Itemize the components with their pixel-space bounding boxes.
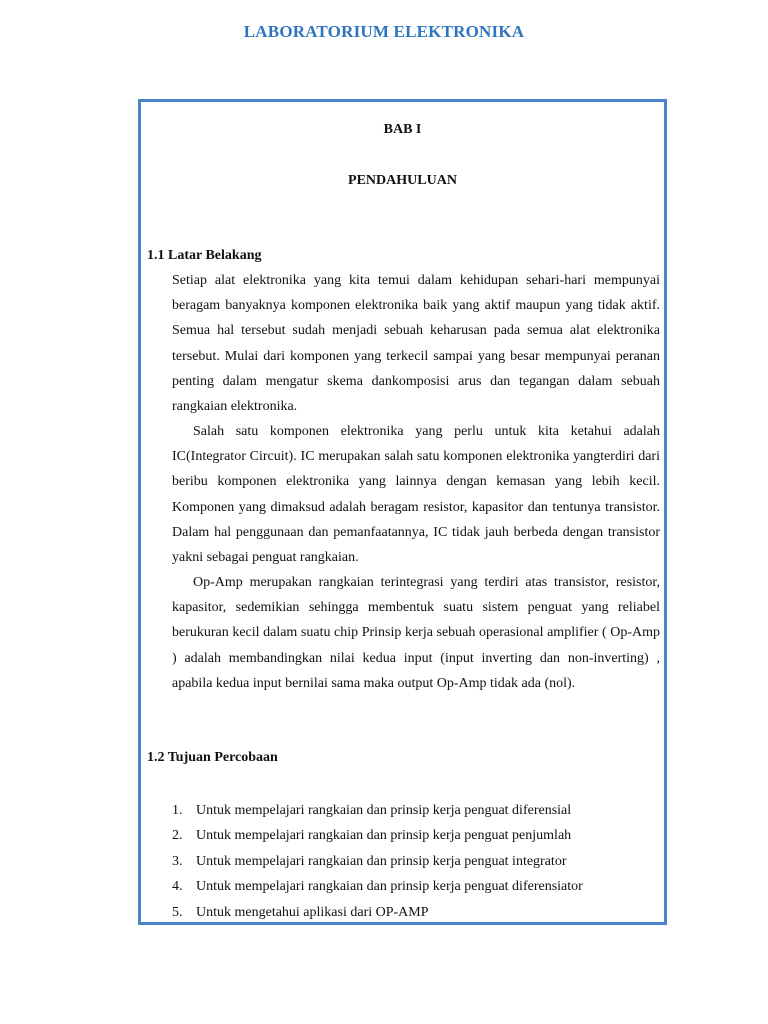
objective-text: Untuk mempelajari rangkaian dan prinsip kerja penguat integrator [196, 853, 567, 869]
section-heading-background: 1.1 Latar Belakang [147, 248, 262, 263]
background-paragraph-1: Setiap alat elektronika yang kita temui dalam kehidupan sehari-hari mempunyai beragam banyaknya komponen elektronika baik yang aktif maupun yang tidak aktif. Semua hal tersebut sudah menjadi sebuah keharusan pada semua alat elektronika tersebut. Mulai dari komponen yang terkecil sampai yang besar mempunyai peranan penting dalam mengatur skema dankomposisi arus dan tegangan dalam sebuah rangkaian elektronika. [172, 273, 660, 415]
objective-item [172, 900, 660, 925]
chapter-number: BAB I [383, 122, 422, 137]
objective-number: 1. [172, 803, 183, 818]
objective-number: 4. [172, 879, 183, 895]
objective-item [172, 798, 660, 823]
objective-number: 2. [172, 828, 183, 844]
objective-number: 3. [172, 853, 183, 869]
objective-text: Untuk mengetahui aplikasi dari OP-AMP [196, 904, 429, 920]
background-paragraph-2: Salah satu komponen elektronika yang perlu untuk kita ketahui adalah IC(Integrator Circuit). IC merupakan salah satu komponen elektronika yangterdiri dari beribu komponen elektronika yang lainnya dengan kemasan yang lebih kecil. Komponen yang dimaksud adalah beragam resistor, kapasitor dan tentunya transistor. Dalam hal penggunaan dan pemanfaatannya, IC tidak jauh berbeda dengan transistor yakni sebagai penguat rangkaian. [172, 424, 660, 566]
objective-item [172, 823, 660, 848]
objective-item [172, 874, 660, 899]
page-content-frame [138, 99, 667, 925]
objective-text: Untuk mempelajari rangkaian dan prinsip kerja penguat diferensiator [196, 879, 583, 895]
objectives-list [172, 798, 660, 925]
document-header-title: LABORATORIUM ELEKTRONIKA [243, 22, 525, 41]
objective-number: 5. [172, 904, 183, 920]
objective-item [172, 849, 660, 874]
background-paragraph-3: Op-Amp merupakan rangkaian terintegrasi yang terdiri atas transistor, resistor, kapasitor, sedemikian sehingga membentuk suatu sistem penguat yang reliabel berukuran kecil dalam suatu chip Prinsip kerja sebuah operasional amplifier ( Op-Amp ) adalah membandingkan nilai kedua input (input inverting dan non-inverting) , apabila kedua input bernilai sama maka output Op-Amp tidak ada (nol). [172, 575, 660, 691]
chapter-title: PENDAHULUAN [348, 173, 457, 188]
objective-text: Untuk mempelajari rangkaian dan prinsip kerja penguat penjumlah [196, 828, 572, 844]
objective-text: Untuk mempelajari rangkaian dan prinsip kerja penguat diferensial [196, 803, 572, 818]
section-heading-objectives: 1.2 Tujuan Percobaan [147, 750, 278, 765]
